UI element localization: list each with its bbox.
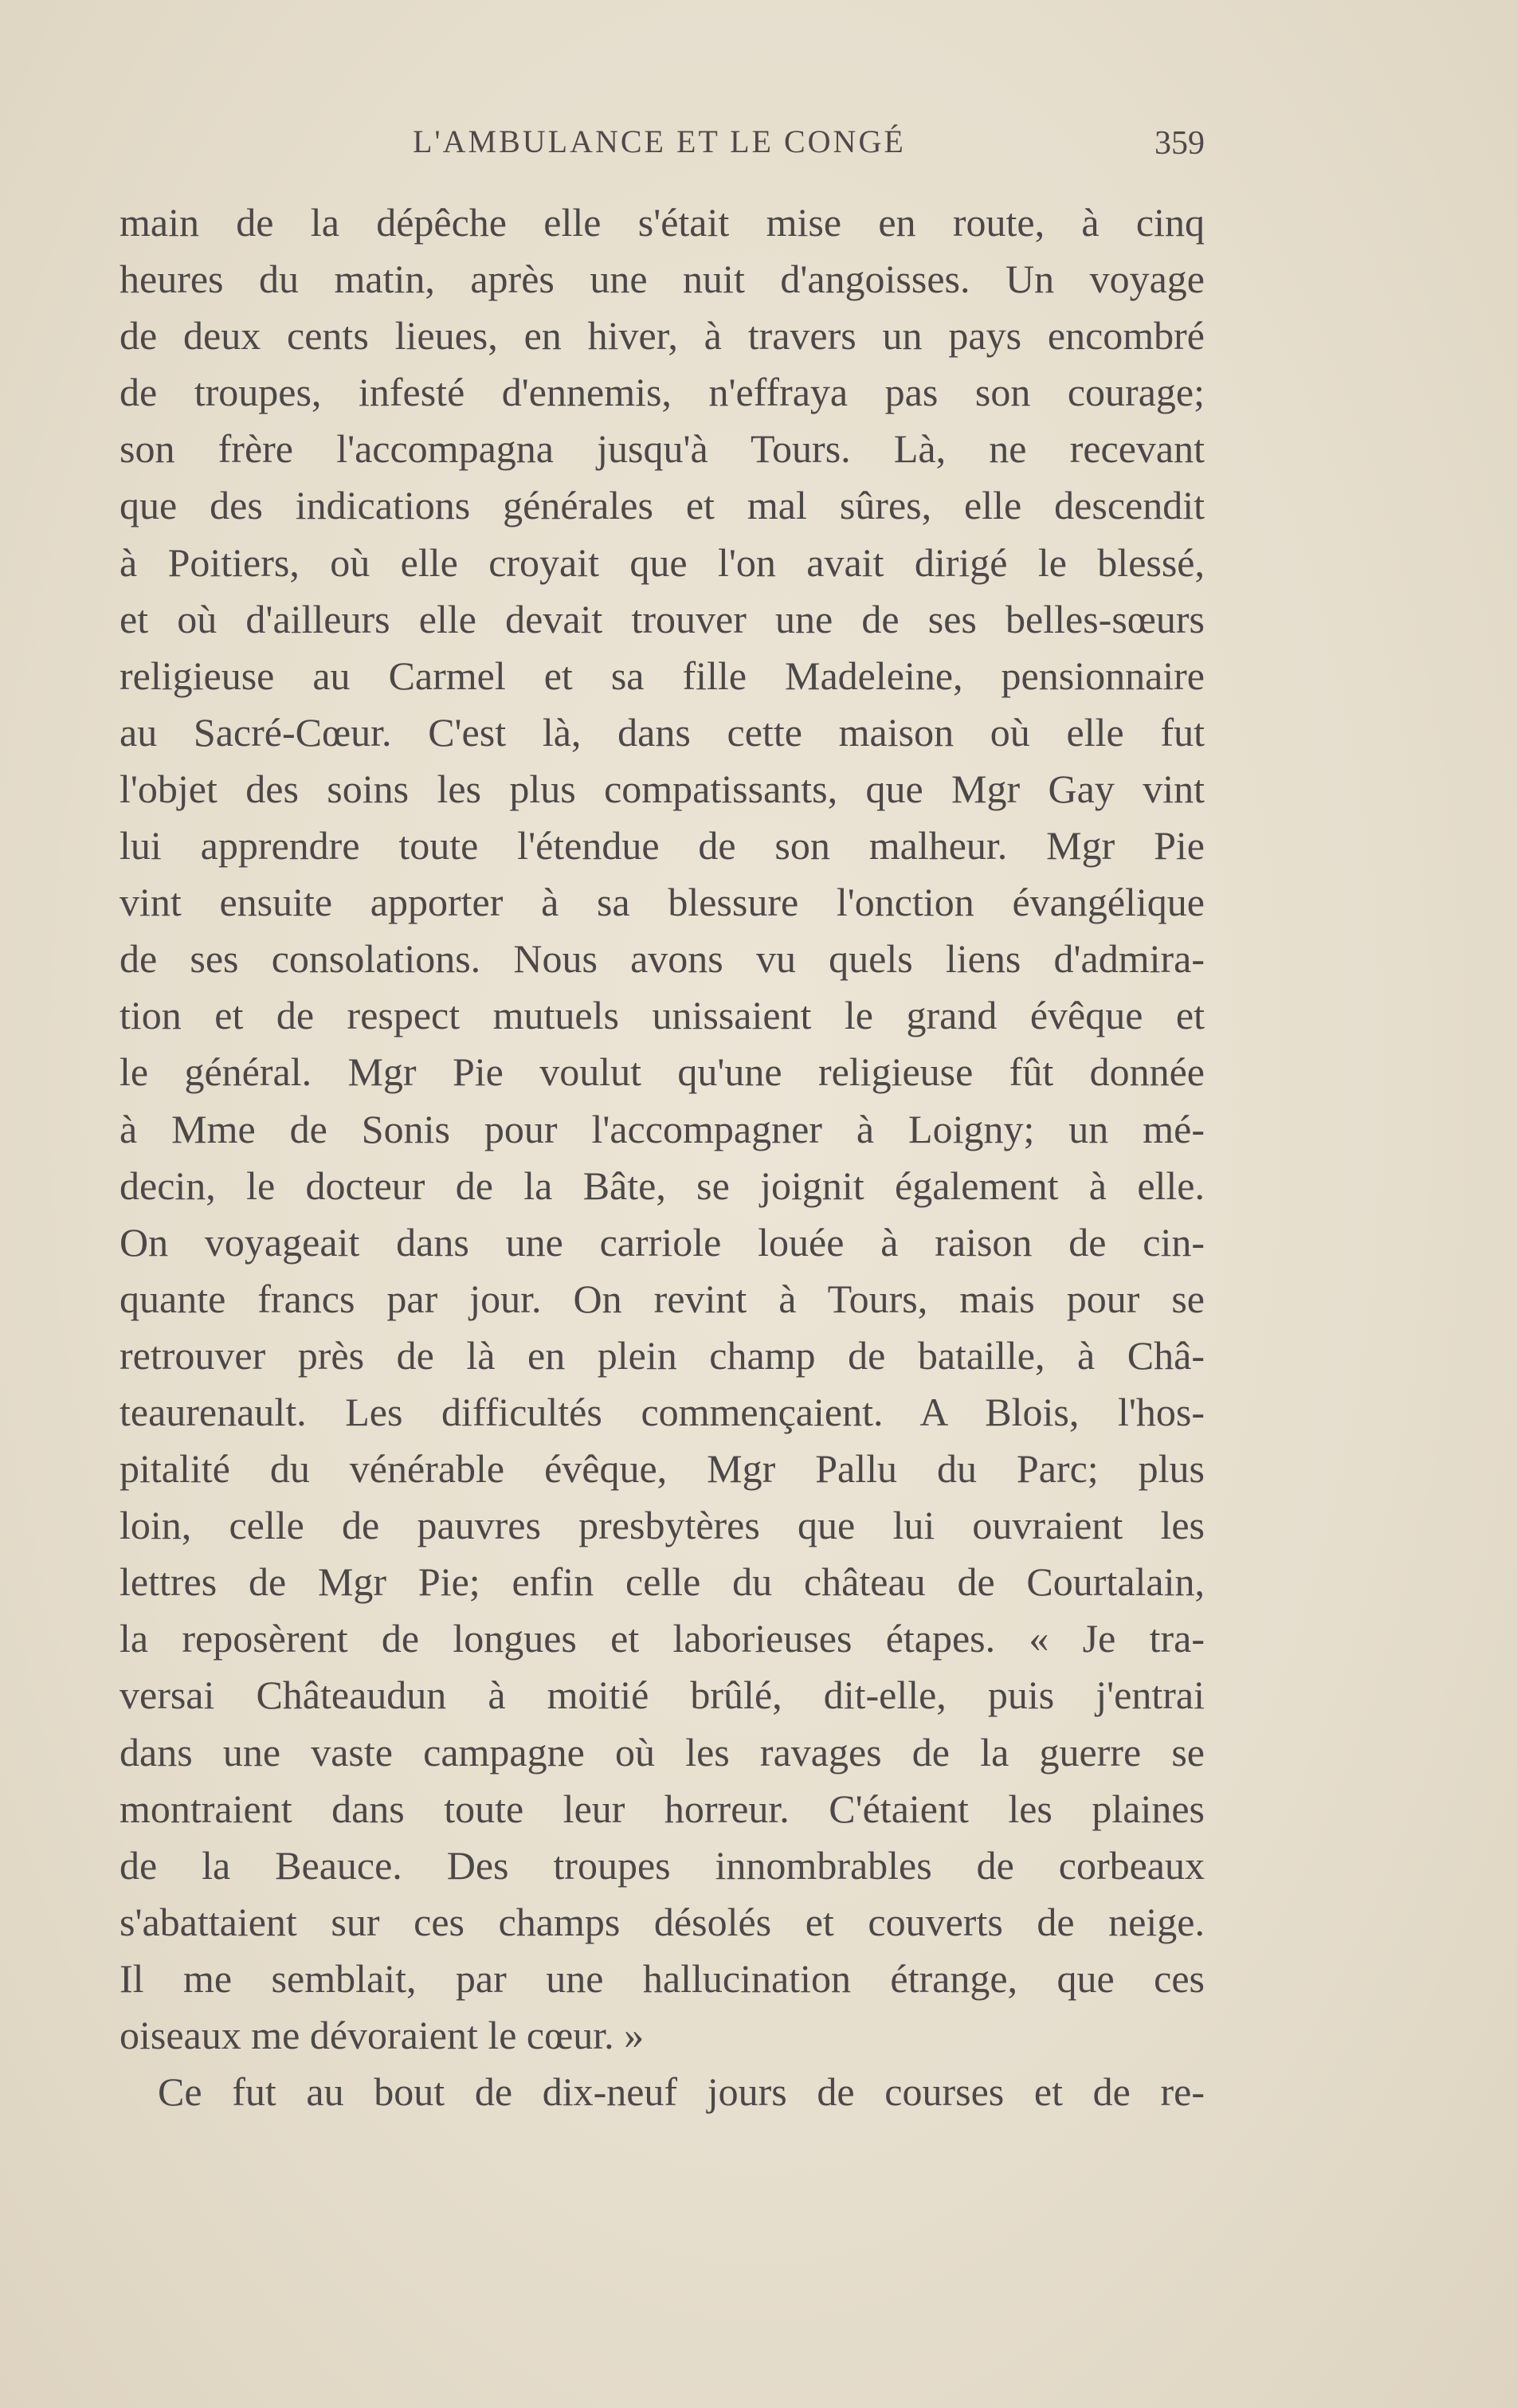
- text-line: pitalité du vénérable évêque, Mgr Pallu du Parc; plus: [120, 1446, 1205, 1492]
- text-line: le général. Mgr Pie voulut qu'une religieuse fût donnée: [120, 1049, 1205, 1095]
- paragraph-start-line: Ce fut au bout de dix-neuf jours de courses et de re-: [158, 2069, 1205, 2115]
- text-line: teaurenault. Les difficultés commençaient. A Blois, l'hos-: [120, 1389, 1205, 1434]
- text-line: vint ensuite apporter à sa blessure l'onction évangélique: [120, 880, 1205, 925]
- body-text: [120, 194, 1205, 2120]
- text-line: On voyageait dans une carriole louée à raison de cin-: [120, 1219, 1205, 1265]
- text-line: loin, celle de pauvres presbytères que lui ouvraient les: [120, 1503, 1205, 1548]
- text-line: que des indications générales et mal sûres, elle descendit: [120, 483, 1205, 528]
- text-line: Il me semblait, par une hallucination étrange, que ces: [120, 1955, 1205, 2001]
- running-title: L'AMBULANCE ET LE CONGÉ: [413, 124, 906, 159]
- paragraph-end-line: oiseaux me dévoraient le cœur. »: [120, 2013, 645, 2057]
- text-line: heures du matin, après une nuit d'angoisses. Un voyage: [120, 257, 1205, 302]
- text-line: son frère l'accompagna jusqu'à Tours. Là, ne recevant: [120, 426, 1205, 472]
- text-line: montraient dans toute leur horreur. C'étaient les plaines: [120, 1786, 1205, 1831]
- text-line: au Sacré-Cœur. C'est là, dans cette maison où elle fut: [120, 709, 1205, 755]
- text-line: dans une vaste campagne où les ravages de la guerre se: [120, 1729, 1205, 1775]
- text-line: decin, le docteur de la Bâte, se joignit également à elle.: [120, 1163, 1205, 1208]
- text-line: l'objet des soins les plus compatissants, que Mgr Gay vint: [120, 766, 1205, 811]
- page-number: 359: [1154, 125, 1205, 162]
- text-line: retrouver près de là en plein champ de bataille, à Châ-: [120, 1332, 1205, 1378]
- text-line: la reposèrent de longues et laborieuses étapes. « Je tra-: [120, 1616, 1205, 1661]
- text-line: de ses consolations. Nous avons vu quels liens d'admira-: [120, 936, 1205, 982]
- text-line: quante francs par jour. On revint à Tours, mais pour se: [120, 1276, 1205, 1321]
- text-line: de troupes, infesté d'ennemis, n'effraya pas son courage;: [120, 370, 1205, 415]
- text-line: et où d'ailleurs elle devait trouver une de ses belles-sœurs: [120, 596, 1205, 641]
- text-line: main de la dépêche elle s'était mise en route, à cinq: [120, 200, 1205, 245]
- text-line: tion et de respect mutuels unissaient le grand évêque et: [120, 993, 1205, 1038]
- text-line: à Mme de Sonis pour l'accompagner à Loigny; un mé-: [120, 1106, 1205, 1151]
- page-header: [120, 120, 1205, 175]
- text-line: s'abattaient sur ces champs désolés et couverts de neige.: [120, 1899, 1205, 1944]
- text-line: de la Beauce. Des troupes innombrables de corbeaux: [120, 1842, 1205, 1888]
- text-line: lui apprendre toute l'étendue de son malheur. Mgr Pie: [120, 823, 1205, 869]
- text-line: lettres de Mgr Pie; enfin celle du château de Courtalain,: [120, 1559, 1205, 1605]
- text-line: à Poitiers, où elle croyait que l'on avait dirigé le blessé,: [120, 539, 1205, 585]
- text-line: religieuse au Carmel et sa fille Madeleine, pensionnaire: [120, 653, 1205, 698]
- text-line: de deux cents lieues, en hiver, à travers un pays encombré: [120, 313, 1205, 359]
- text-line: versai Châteaudun à moitié brûlé, dit-elle, puis j'entrai: [120, 1673, 1205, 1718]
